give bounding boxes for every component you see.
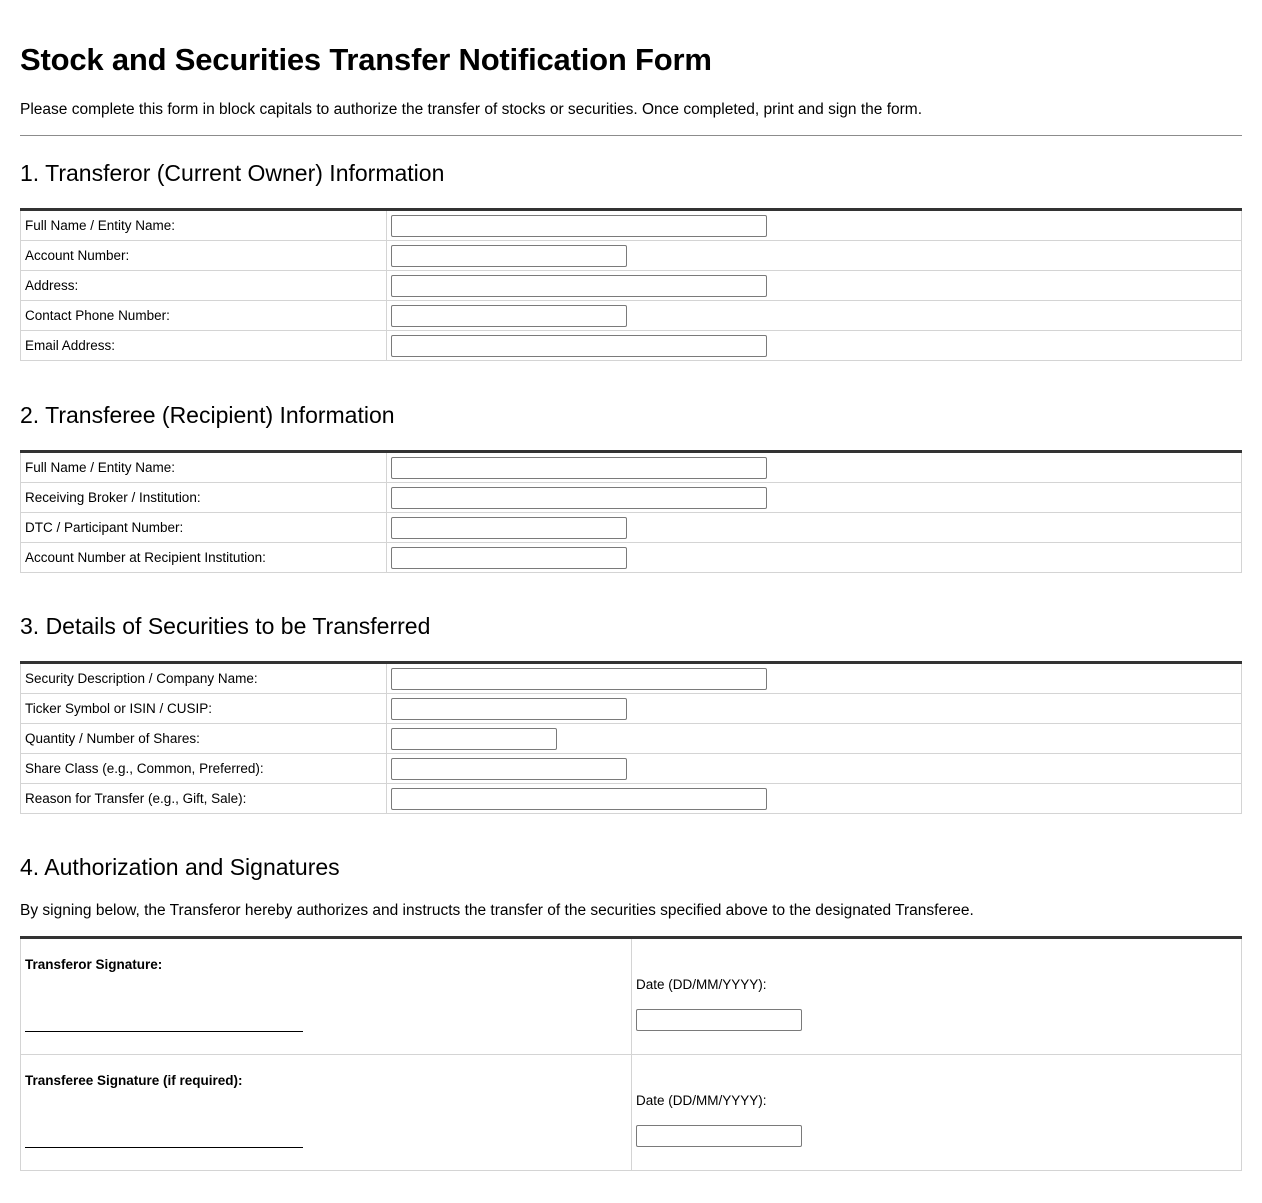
form-row bbox=[21, 271, 1242, 301]
section-title-transferee: 2. Transferee (Recipient) Information bbox=[20, 402, 395, 428]
form-row bbox=[21, 754, 1242, 784]
transferor-date-cell bbox=[632, 938, 1242, 1055]
dtc-participant-number-input[interactable] bbox=[391, 517, 627, 539]
section-title-authorization: 4. Authorization and Signatures bbox=[20, 854, 340, 880]
transferee-signature-cell bbox=[21, 1055, 632, 1171]
form-row bbox=[21, 452, 1242, 483]
transferor-account-number-input[interactable] bbox=[391, 245, 627, 267]
form-row bbox=[21, 724, 1242, 754]
divider bbox=[20, 135, 1242, 136]
signature-table bbox=[20, 936, 1242, 1171]
form-row bbox=[21, 301, 1242, 331]
transferor-full-name-input[interactable] bbox=[391, 215, 767, 237]
transferee-signature-line bbox=[25, 1147, 303, 1148]
field-label: Ticker Symbol or ISIN / CUSIP: bbox=[21, 694, 387, 724]
authorization-statement: By signing below, the Transferor hereby authorizes and instructs the transfer of the securities specified above to the designated Transferee. bbox=[20, 902, 974, 919]
form-row bbox=[21, 513, 1242, 543]
transferee-signature-label: Transferee Signature (if required): bbox=[25, 1073, 243, 1088]
security-description-input[interactable] bbox=[391, 668, 767, 690]
field-label: Email Address: bbox=[21, 331, 387, 361]
transferee-table bbox=[20, 450, 1242, 573]
transferee-full-name-input[interactable] bbox=[391, 457, 767, 479]
form-row bbox=[21, 694, 1242, 724]
transferor-signature-label: Transferor Signature: bbox=[25, 957, 163, 972]
transferee-date-cell bbox=[632, 1055, 1242, 1171]
form-row bbox=[21, 483, 1242, 513]
field-label: Full Name / Entity Name: bbox=[21, 210, 387, 241]
section-title-securities: 3. Details of Securities to be Transferred bbox=[20, 613, 431, 639]
field-label: Account Number at Recipient Institution: bbox=[21, 543, 387, 573]
form-row bbox=[21, 210, 1242, 241]
ticker-symbol-input[interactable] bbox=[391, 698, 627, 720]
field-label: Contact Phone Number: bbox=[21, 301, 387, 331]
transferor-signature-line bbox=[25, 1031, 303, 1032]
section-title-transferor: 1. Transferor (Current Owner) Information bbox=[20, 160, 445, 186]
field-label: Address: bbox=[21, 271, 387, 301]
form-row bbox=[21, 784, 1242, 814]
field-label: Reason for Transfer (e.g., Gift, Sale): bbox=[21, 784, 387, 814]
transferor-table bbox=[20, 208, 1242, 361]
field-label: Receiving Broker / Institution: bbox=[21, 483, 387, 513]
transferor-phone-input[interactable] bbox=[391, 305, 627, 327]
signature-row bbox=[21, 1055, 1242, 1171]
form-row bbox=[21, 331, 1242, 361]
field-label: Security Description / Company Name: bbox=[21, 663, 387, 694]
receiving-broker-input[interactable] bbox=[391, 487, 767, 509]
share-class-input[interactable] bbox=[391, 758, 627, 780]
transfer-reason-input[interactable] bbox=[391, 788, 767, 810]
field-label: Account Number: bbox=[21, 241, 387, 271]
form-row bbox=[21, 663, 1242, 694]
date-label: Date (DD/MM/YYYY): bbox=[636, 1093, 767, 1108]
field-label: DTC / Participant Number: bbox=[21, 513, 387, 543]
field-label: Quantity / Number of Shares: bbox=[21, 724, 387, 754]
page-title: Stock and Securities Transfer Notification Form bbox=[20, 42, 712, 77]
date-label: Date (DD/MM/YYYY): bbox=[636, 977, 767, 992]
transferor-date-input[interactable] bbox=[636, 1009, 802, 1031]
signature-row bbox=[21, 938, 1242, 1055]
form-row bbox=[21, 543, 1242, 573]
field-label: Full Name / Entity Name: bbox=[21, 452, 387, 483]
form-row bbox=[21, 241, 1242, 271]
field-label: Share Class (e.g., Common, Preferred): bbox=[21, 754, 387, 784]
transferee-date-input[interactable] bbox=[636, 1125, 802, 1147]
transferor-signature-cell bbox=[21, 938, 632, 1055]
transferor-address-input[interactable] bbox=[391, 275, 767, 297]
recipient-account-number-input[interactable] bbox=[391, 547, 627, 569]
transferor-email-input[interactable] bbox=[391, 335, 767, 357]
quantity-input[interactable] bbox=[391, 728, 557, 750]
form-instructions: Please complete this form in block capitals to authorize the transfer of stocks or securities. Once completed, print and sign the form. bbox=[20, 101, 923, 118]
securities-table bbox=[20, 661, 1242, 814]
